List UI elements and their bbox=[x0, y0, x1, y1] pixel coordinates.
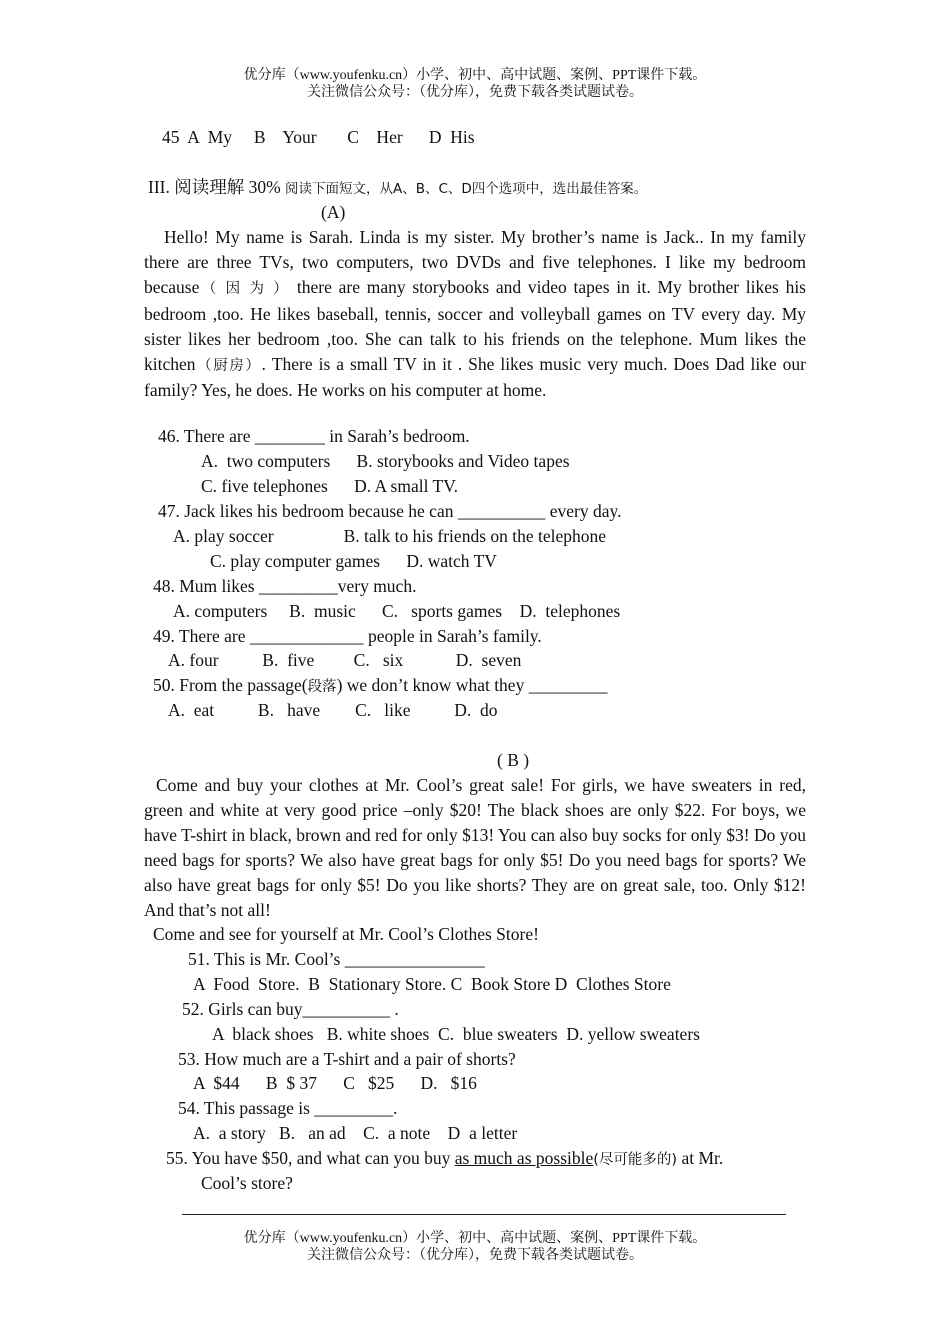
question-48-options: A. computers B. music C. sports games D. telephones bbox=[173, 601, 621, 621]
question-55-stem-post: at Mr. bbox=[677, 1148, 724, 1168]
question-49-options: A. four B. five C. six D. seven bbox=[168, 650, 522, 670]
question-54-options: A. a story B. an ad C. a note D a letter bbox=[193, 1123, 518, 1143]
footer-divider bbox=[182, 1214, 786, 1215]
passage-b-heading: ( B ) bbox=[497, 750, 530, 770]
passage-a-part-1: Hello! My name is Sarah. Linda is my sister. My brother’s name is Jack.. In my family there are three TVs, two computers, two DVDs and five telephones. I like my bedroom because bbox=[144, 227, 806, 297]
passage-a-text bbox=[144, 225, 806, 403]
question-51-options: A Food Store. B Stationary Store. C Book Store D Clothes Store bbox=[193, 974, 671, 994]
question-50-stem-cn: 段落 bbox=[307, 679, 337, 695]
section-3-instruction: 阅读下面短文，从A、B、C、D四个选项中，选出最佳答案。 bbox=[280, 181, 648, 197]
header-line-2: 关注微信公众号：（优分库），免费下载各类试题试卷。 bbox=[307, 85, 643, 100]
question-55-stem-cn: (尽可能多的) bbox=[593, 1152, 678, 1168]
question-51-stem: 51. This is Mr. Cool’s ________________ bbox=[188, 949, 485, 969]
question-50-stem bbox=[153, 673, 607, 699]
question-52-stem: 52. Girls can buy__________ . bbox=[182, 999, 399, 1019]
question-55-stem bbox=[166, 1146, 723, 1172]
question-46-stem: 46. There are ________ in Sarah’s bedroom. bbox=[158, 426, 470, 446]
question-46-options-1: A. two computers B. storybooks and Video tapes bbox=[201, 451, 570, 471]
question-48-stem: 48. Mum likes _________very much. bbox=[153, 576, 417, 596]
passage-a-heading: (A) bbox=[321, 202, 346, 222]
passage-a-cn-kitchen: （厨房） bbox=[195, 357, 262, 374]
section-3-label: III. 阅读理解 30% bbox=[148, 177, 281, 197]
question-45-options: 45 A My B Your C Her D His bbox=[162, 127, 475, 147]
question-55-underlined-phrase: as much as possible bbox=[454, 1148, 594, 1168]
question-50-options: A. eat B. have C. like D. do bbox=[168, 700, 498, 720]
question-47-stem: 47. Jack likes his bedroom because he can __________ every day. bbox=[158, 501, 622, 521]
footer-line-1: 优分库（www.youfenku.cn）小学、初中、高中试题、案例、PPT课件下载。 bbox=[243, 1231, 707, 1246]
question-55-stem-line-2: Cool’s store? bbox=[201, 1173, 293, 1193]
passage-b-closing: Come and see for yourself at Mr. Cool’s Clothes Store! bbox=[153, 924, 539, 944]
page-header bbox=[0, 67, 950, 101]
passage-a-cn-because: （ 因 为 ） bbox=[199, 280, 291, 297]
question-53-options: A $44 B $ 37 C $25 D. $16 bbox=[193, 1073, 477, 1093]
page-footer bbox=[0, 1230, 950, 1264]
section-3-title bbox=[148, 175, 647, 201]
question-47-options-1: A. play soccer B. talk to his friends on the telephone bbox=[173, 526, 607, 546]
footer-line-2: 关注微信公众号：（优分库），免费下载各类试题试卷。 bbox=[307, 1248, 643, 1263]
question-50-stem-post: ) we don’t know what they _________ bbox=[336, 675, 608, 695]
question-54-stem: 54. This passage is _________. bbox=[178, 1098, 398, 1118]
passage-a-part-3: . There is a small TV in it . She likes music very much. Does Dad like our family? Yes, he does. He works on his computer at home. bbox=[144, 353, 806, 401]
question-47-options-2: C. play computer games D. watch TV bbox=[210, 551, 497, 571]
passage-a-part-2: there are many storybooks and video tapes in it. My brother likes his bedroom ,too. He likes baseball, tennis, soccer and volleyball games on TV every day. My sister likes her bedroom ,too. She can talk to his friends on the telephone. Mum likes the kitchen bbox=[144, 276, 806, 374]
question-55-stem-pre: 55. You have $50, and what can you buy bbox=[166, 1148, 455, 1168]
passage-b-text: Come and buy your clothes at Mr. Cool’s great sale! For girls, we have sweaters in red, green and white at very good price –only $20! The black shoes are only $22. For boys, we have T-shirt in black, brown and red for only $13! You can also buy socks for only $3! Do you need bags for sports? We also have great bags for only $5! Do you need bags for sports? We also have great bags for only $5! Do you like shorts? They are on great sale, too. Only $12! And that’s not all! bbox=[144, 775, 806, 920]
question-53-stem: 53. How much are a T-shirt and a pair of shorts? bbox=[178, 1049, 516, 1069]
question-52-options: A black shoes B. white shoes C. blue sweaters D. yellow sweaters bbox=[212, 1024, 700, 1044]
question-50-stem-pre: 50. From the passage( bbox=[153, 675, 308, 695]
header-line-1: 优分库（www.youfenku.cn）小学、初中、高中试题、案例、PPT课件下载。 bbox=[243, 68, 707, 83]
question-46-options-2: C. five telephones D. A small TV. bbox=[201, 476, 458, 496]
question-49-stem: 49. There are _____________ people in Sarah’s family. bbox=[153, 626, 542, 646]
